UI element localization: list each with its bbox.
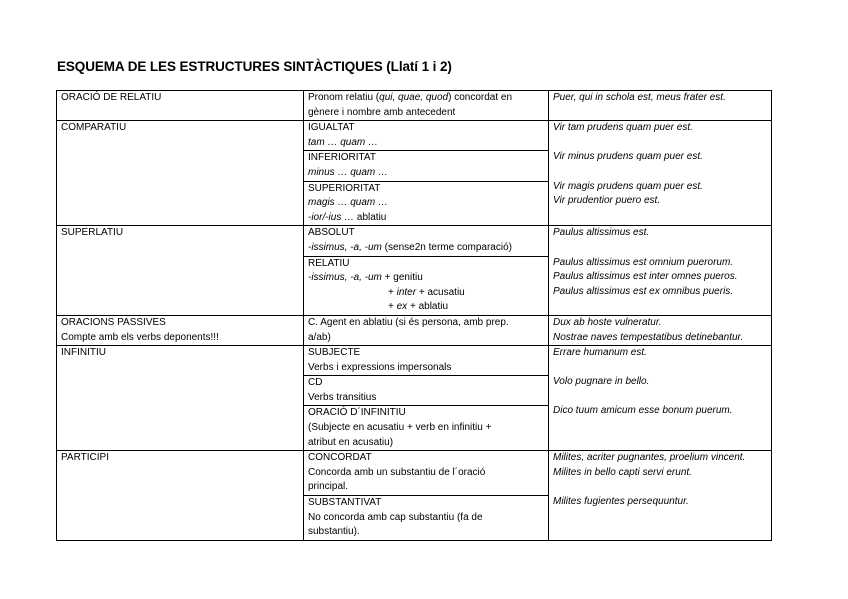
row-heading: INFINITIU [61, 347, 106, 359]
row-heading: PARTICIPI [61, 452, 109, 464]
table-row-participi [57, 450, 771, 540]
row-description: C. Agent en ablatiu (si és persona, amb prep. a/ab) [303, 316, 548, 345]
table-row-relatiu [57, 91, 771, 120]
row-description: Pronom relatiu (qui, quae, quod) concordat en gènere i nombre amb antecedent [303, 91, 548, 120]
row-heading: COMPARATIU [61, 122, 127, 134]
table-row-passives [57, 315, 771, 345]
row-description: SUBJECTE Verbs i expressions impersonals CD Verbs transitius ORACIÓ D´INFINITIU (Subjecte en acusatiu + verb en infinitiu + atribut en acusatiu) [303, 346, 548, 450]
row-heading: ORACIÓ DE RELATIU [61, 92, 162, 103]
row-examples: Milites, acriter pugnantes, proelium vincent. Milites in bello capti servi erunt. Milites fugientes persequuntur. [548, 451, 771, 540]
page-title: ESQUEMA DE LES ESTRUCTURES SINTÀCTIQUES (Llatí 1 i 2) [57, 59, 452, 74]
syntax-table [56, 90, 772, 541]
row-examples: Dux ab hoste vulneratur. Nostrae naves tempestatibus detinebantur. [548, 316, 771, 345]
table-row-infinitiu [57, 345, 771, 450]
table-row-comparatiu [57, 120, 771, 225]
table-row-superlatiu [57, 225, 771, 315]
row-examples: Paulus altissimus est. Paulus altissimus est omnium puerorum. Paulus altissimus est inter omnes pueros. Paulus altissimus est ex omnibus pueris. [548, 226, 771, 315]
row-description: CONCORDAT Concorda amb un substantiu de l´oració principal. SUBSTANTIVAT No concorda amb cap substantiu (fa de substantiu). [303, 451, 548, 540]
row-examples: Vir tam prudens quam puer est. Vir minus prudens quam puer est. Vir magis prudens quam puer est. Vir prudentior puero est. [548, 121, 771, 225]
row-note: Compte amb els verbs deponents!!! [61, 331, 219, 343]
row-description: ABSOLUT -issimus, -a, -um (sense2n terme comparació) RELATIU -issimus, -a, -um + genitiu + inter + acusatiu + ex + ablatiu [303, 226, 548, 315]
row-heading: ORACIONS PASSIVES [61, 316, 166, 328]
row-examples: Errare humanum est. Volo pugnare in bello. Dico tuum amicum esse bonum puerum. [548, 346, 771, 450]
row-description: IGUALTAT tam … quam … INFERIORITAT minus … quam … SUPERIORITAT magis … quam … -ior/-ius … ablatiu [303, 121, 548, 225]
row-heading: SUPERLATIU [61, 227, 124, 239]
row-examples: Puer, qui in schola est, meus frater est. [548, 91, 771, 120]
